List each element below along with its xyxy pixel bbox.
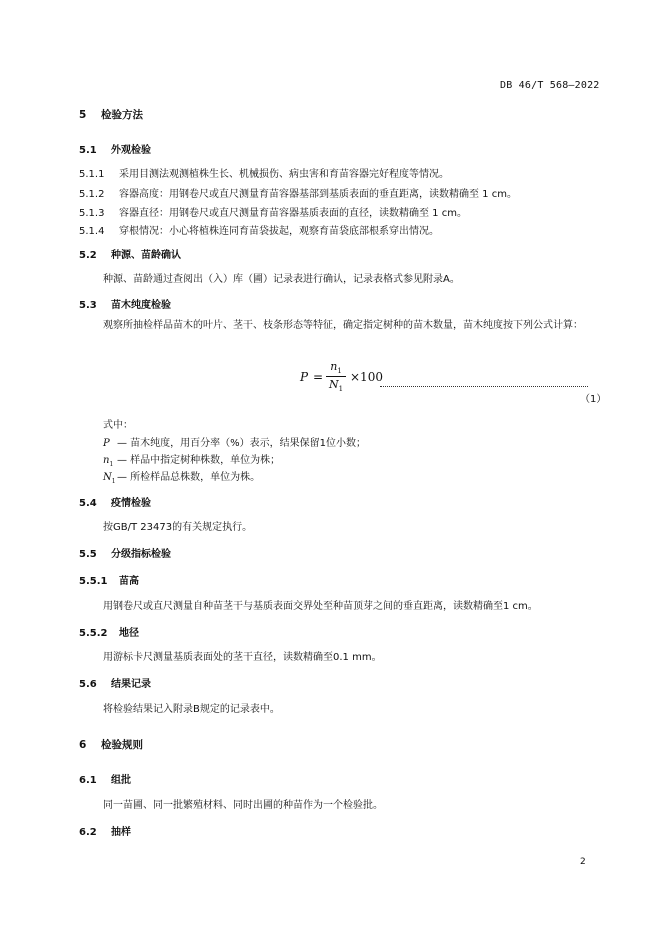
purity-formula: [300, 360, 590, 406]
section-title: 组批: [111, 775, 131, 786]
section-title: 地径: [119, 628, 139, 639]
section-title: 检验规则: [101, 739, 143, 751]
section-number: 6.1: [79, 775, 97, 786]
variable-symbol: $n_1$: [103, 455, 114, 468]
clause-text: 穿根情况：小心将植株连同育苗袋拔起，观察育苗袋底部根系穿出情况。: [119, 226, 439, 237]
variable-description: — 苗木纯度，用百分率（%）表示，结果保留1位小数；: [117, 438, 367, 449]
document-code: DB 46/T 568—2022: [500, 80, 600, 91]
section-6-1-paragraph: 同一苗圃、同一批繁殖材料、同时出圃的种苗作为一个检验批。: [103, 800, 383, 811]
formula-leader-dots: [380, 386, 588, 387]
section-title: 苗木纯度检验: [111, 300, 171, 311]
clause-number: 5.1.2: [79, 189, 105, 200]
clause-5-1-4: [79, 222, 439, 237]
section-number: 5.5: [79, 549, 97, 560]
section-5-6-heading: [79, 675, 151, 690]
section-5-4-paragraph: 按GB/T 23473的有关规定执行。: [103, 522, 253, 533]
section-number: 5: [79, 109, 87, 121]
section-6-2-heading: [79, 823, 131, 838]
variable-description: — 所检样品总株数，单位为株。: [117, 472, 261, 483]
section-5-1-heading: [79, 141, 151, 156]
section-5-3-heading: [79, 296, 171, 311]
section-5-6-paragraph: 将检验结果记入附录B规定的记录表中。: [103, 704, 280, 715]
clause-5-1-3: [79, 204, 467, 219]
variable-definition: [103, 434, 366, 451]
formula-fraction: [326, 360, 346, 393]
section-number: 5.5.2: [79, 628, 108, 639]
clause-5-1-2: [79, 185, 517, 200]
formula-equals: =: [313, 370, 324, 384]
section-number: 6: [79, 739, 87, 751]
section-5-5-1-heading: [79, 572, 139, 587]
section-5-5-2-paragraph: 用游标卡尺测量基质表面处的茎干直径，读数精确至0.1 mm。: [103, 652, 382, 663]
section-title: 结果记录: [111, 679, 151, 690]
clause-text: 容器直径：用钢卷尺或直尺测量育苗容器基质表面的直径，读数精确至 1 cm。: [119, 208, 467, 219]
variable-definition: [103, 451, 280, 468]
section-5-5-2-heading: [79, 624, 139, 639]
fraction-bar: [326, 376, 346, 377]
section-5-3-paragraph: 观察所抽检样品苗木的叶片、茎干、枝条形态等特征，确定指定树种的苗木数量，苗木纯度按下列公式计算：: [103, 320, 583, 331]
section-title: 外观检验: [111, 145, 151, 156]
clause-5-1-1: [79, 165, 449, 180]
formula-numerator: $n_1$: [330, 360, 342, 376]
section-number: 5.6: [79, 679, 97, 690]
clause-number: 5.1.1: [79, 169, 105, 180]
section-5-5-heading: [79, 545, 171, 560]
formula-lhs: P: [300, 370, 309, 384]
clause-number: 5.1.4: [79, 226, 105, 237]
section-title: 检验方法: [101, 109, 143, 121]
section-5-heading: [79, 107, 143, 122]
clause-text: 采用目测法观测植株生长、机械损伤、病虫害和育苗容器完好程度等情况。: [119, 169, 449, 180]
section-5-5-1-paragraph: 用钢卷尺或直尺测量自种苗茎干与基质表面交界处至种苗顶芽之间的垂直距离，读数精确至1 cm。: [103, 601, 538, 612]
section-title: 疫情检验: [111, 498, 151, 509]
variable-description: — 样品中指定树种株数，单位为株；: [117, 455, 281, 466]
section-number: 5.3: [79, 300, 97, 311]
section-number: 6.2: [79, 827, 97, 838]
section-number: 5.4: [79, 498, 97, 509]
formula-multiplier: ×100: [350, 370, 383, 384]
formula-number: （1）: [580, 394, 607, 405]
section-5-2-paragraph: 种源、苗龄通过查阅出（入）库（圃）记录表进行确认，记录表格式参见附录A。: [103, 274, 460, 285]
section-title: 分级指标检验: [111, 549, 171, 560]
section-6-heading: [79, 737, 143, 752]
clause-text: 容器高度：用钢卷尺或直尺测量育苗容器基部到基质表面的垂直距离，读数精确至 1 cm。: [119, 189, 517, 200]
page-number: 2: [580, 857, 586, 867]
section-5-2-heading: [79, 246, 181, 261]
section-title: 种源、苗龄确认: [111, 250, 181, 261]
section-number: 5.1: [79, 145, 97, 156]
section-number: 5.2: [79, 250, 97, 261]
variable-definition: [103, 468, 260, 485]
section-title: 苗高: [119, 576, 139, 587]
section-5-4-heading: [79, 494, 151, 509]
clause-number: 5.1.3: [79, 208, 105, 219]
where-intro: 式中：: [103, 420, 133, 431]
variable-symbol: $N_1$: [103, 472, 116, 485]
variable-symbol: P: [103, 438, 110, 449]
section-6-1-heading: [79, 771, 131, 786]
formula-denominator: $N_1$: [328, 378, 344, 394]
section-title: 抽样: [111, 827, 131, 838]
section-number: 5.5.1: [79, 576, 108, 587]
